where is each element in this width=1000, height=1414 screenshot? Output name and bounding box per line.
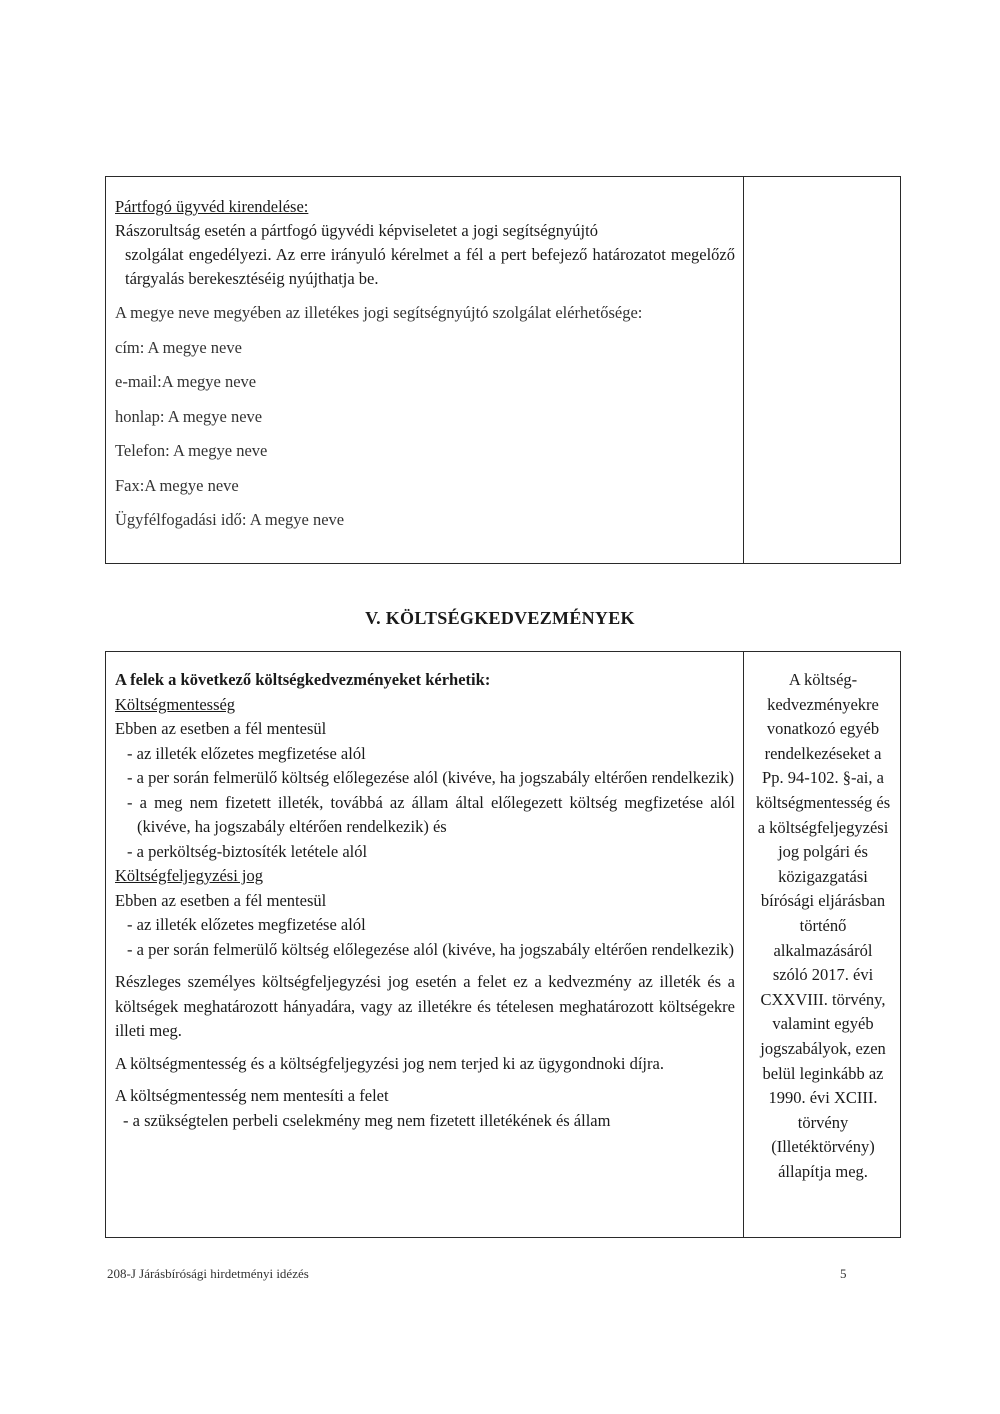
legal-aid-cell bbox=[106, 177, 743, 563]
cost-benefits-table bbox=[105, 651, 901, 1238]
contact-address: cím: A megye neve bbox=[115, 337, 242, 357]
legal-reference-line: alkalmazásáról bbox=[773, 940, 873, 960]
legal-reference-line: a költségfeljegyzési bbox=[757, 817, 889, 837]
cost-benefits-cell bbox=[106, 652, 743, 1237]
legal-aid-paragraph-rest: szolgálat engedélyezi. Az erre irányuló kérelmet a fél a pert befejező határozatot megelőző tárgyalás berekesztéséig nyújthatja be. bbox=[125, 245, 735, 288]
footer-document-title: 208-J Járásbírósági hirdetményi idézés bbox=[107, 1266, 309, 1281]
legal-reference-line: vonatkozó egyéb bbox=[766, 719, 880, 739]
contact-office-hours: Ügyfélfogadási idő: A megye neve bbox=[115, 510, 345, 529]
legal-reference-line: állapítja meg. bbox=[778, 1161, 868, 1181]
legal-reference-line: történő bbox=[799, 915, 847, 935]
cost-exemption-item: - a per során felmerülő költség előlegezése alól (kivéve, ha jogszabály eltérően rendelkezik) bbox=[127, 768, 735, 787]
legal-reference-line: A költség- bbox=[788, 670, 858, 689]
section-title: V. KÖLTSÉGKEDVEZMÉNYEK bbox=[365, 608, 635, 628]
cost-benefits-heading: A felek a következő költségkedvezményeket kérhetik: bbox=[115, 670, 491, 689]
contact-block bbox=[115, 301, 735, 532]
footer-page-number: 5 bbox=[840, 1266, 847, 1281]
legal-reference-line: 1990. évi XCIII. bbox=[768, 1088, 878, 1108]
cost-recording-item: - az illeték előzetes megfizetése alól bbox=[127, 915, 366, 934]
partial-recording-paragraph: Részleges személyes költségfeljegyzési jog esetén a felet ez a kedvezmény az illeték és a költségek meghatározott hányadára, vagy az illetékre és tételesen meghatározott költségekre illeti meg. bbox=[115, 972, 735, 1040]
empty-side-cell bbox=[744, 177, 902, 563]
contact-phone: Telefon: A megye neve bbox=[115, 441, 268, 460]
guardian-fee-paragraph: A költségmentesség és a költségfeljegyzési jog nem terjed ki az ügygondnoki díjra. bbox=[115, 1053, 664, 1073]
legal-aid-table bbox=[105, 176, 901, 564]
legal-reference-line: kedvezményekre bbox=[767, 694, 879, 714]
contact-website: honlap: A megye neve bbox=[115, 406, 263, 426]
subheading-cost-recording: Költségfeljegyzési jog bbox=[115, 866, 264, 885]
legal-reference-line: szóló 2017. évi bbox=[772, 965, 874, 985]
contact-email: e-mail:A megye neve bbox=[115, 372, 257, 391]
legal-reference-line: közigazgatási bbox=[778, 866, 868, 886]
legal-reference-cell bbox=[744, 652, 902, 1237]
cost-exemption-item: - a meg nem fizetett illeték, továbbá az állam által előlegezett költség megfizetése alól (kivéve, ha jogszabály eltérően rendelkezik) és bbox=[127, 792, 735, 836]
legal-reference-line: (Illetéktörvény) bbox=[771, 1137, 875, 1157]
legal-reference-line: rendelkezéseket a bbox=[764, 743, 882, 763]
legal-reference-line: törvény bbox=[797, 1112, 849, 1132]
legal-reference-line: CXXVIII. törvény, bbox=[760, 989, 886, 1009]
legal-reference-line: belül leginkább az bbox=[762, 1063, 884, 1083]
legal-reference-line: Pp. 94-102. §-ai, a bbox=[762, 768, 884, 788]
contact-fax: Fax:A megye neve bbox=[115, 475, 239, 495]
legal-aid-paragraph-first-line: Rászorultság esetén a pártfogó ügyvédi képviseletet a jogi segítségnyújtó bbox=[115, 221, 598, 240]
subheading-cost-exemption: Költségmentesség bbox=[115, 694, 236, 714]
not-exempt-item: - a szükségtelen perbeli cselekmény meg nem fizetett illetékének és állam bbox=[123, 1110, 611, 1130]
cost-exemption-item: - a perköltség-biztosíték letétele alól bbox=[127, 841, 368, 861]
legal-reference-line: jog polgári és bbox=[778, 842, 868, 862]
cost-recording-item: - a per során felmerülő költség előlegezése alól (kivéve, ha jogszabály eltérően rendelkezik) bbox=[127, 939, 735, 959]
legal-reference-line: bírósági eljárásban bbox=[760, 891, 886, 911]
legal-aid-heading: Pártfogó ügyvéd kirendelése: bbox=[115, 197, 309, 216]
cost-recording-intro: Ebben az esetben a fél mentesül bbox=[115, 890, 327, 910]
cost-exemption-item: - az illeték előzetes megfizetése alól bbox=[127, 743, 366, 763]
not-exempt-paragraph: A költségmentesség nem mentesíti a felet bbox=[115, 1086, 389, 1105]
legal-reference-line: valamint egyéb bbox=[772, 1014, 874, 1034]
legal-reference-line: jogszabályok, ezen bbox=[760, 1038, 886, 1058]
legal-reference-line: költségmentesség és bbox=[755, 792, 891, 812]
contact-intro: A megye neve megyében az illetékes jogi segítségnyújtó szolgálat elérhetősége: bbox=[115, 303, 643, 322]
cost-exemption-intro: Ebben az esetben a fél mentesül bbox=[115, 719, 327, 738]
